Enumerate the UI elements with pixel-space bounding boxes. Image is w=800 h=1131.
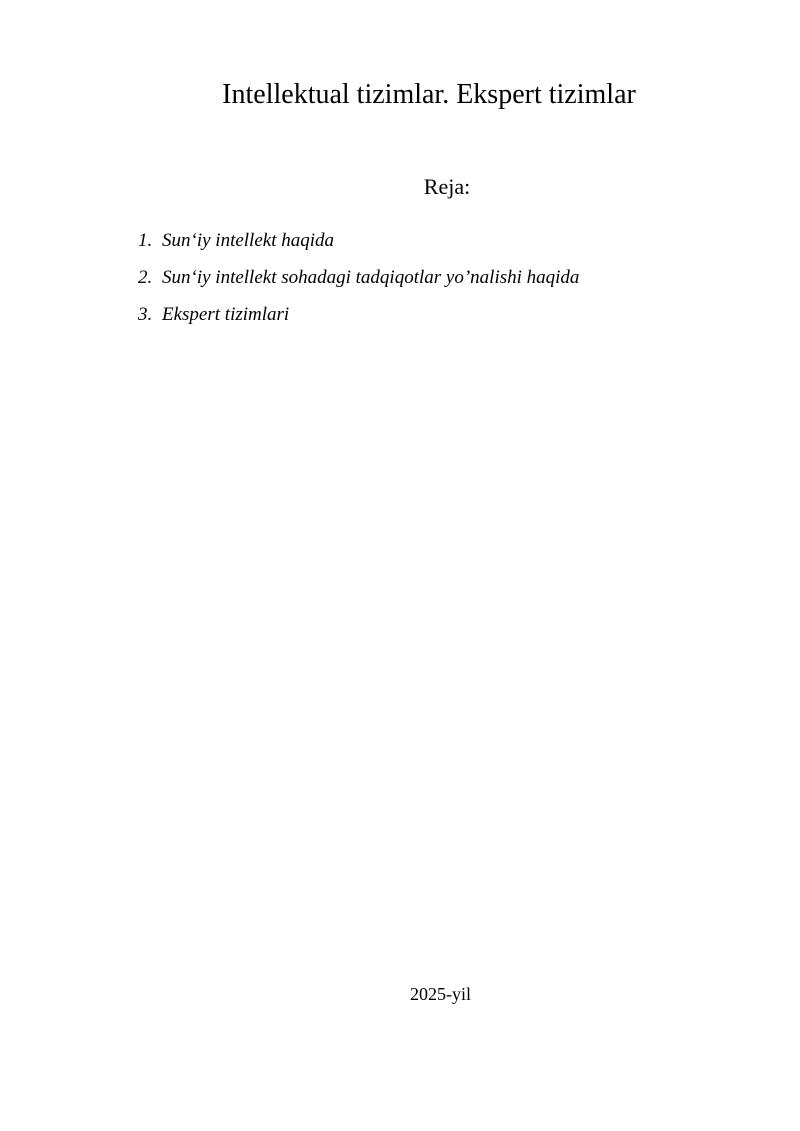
plan-item-text: Sun‘iy intellekt sohadagi tadqiqotlar yo’nalishi haqida — [162, 267, 580, 288]
plan-item-2 — [138, 265, 758, 291]
plan-item-text: Ekspert tizimlari — [162, 304, 290, 325]
plan-item-number: 2. — [138, 267, 153, 288]
plan-item-number: 3. — [138, 304, 153, 325]
plan-item-3 — [138, 302, 758, 328]
page-title: Intellektual tizimlar. Ekspert tizimlar — [222, 79, 636, 110]
plan-item-number: 1. — [138, 230, 153, 251]
footer-year: 2025-yil — [410, 984, 471, 1004]
plan-item-1 — [138, 228, 758, 254]
plan-heading: Reja: — [423, 174, 471, 199]
plan-list — [138, 228, 758, 339]
plan-item-text: Sun‘iy intellekt haqida — [162, 230, 335, 251]
